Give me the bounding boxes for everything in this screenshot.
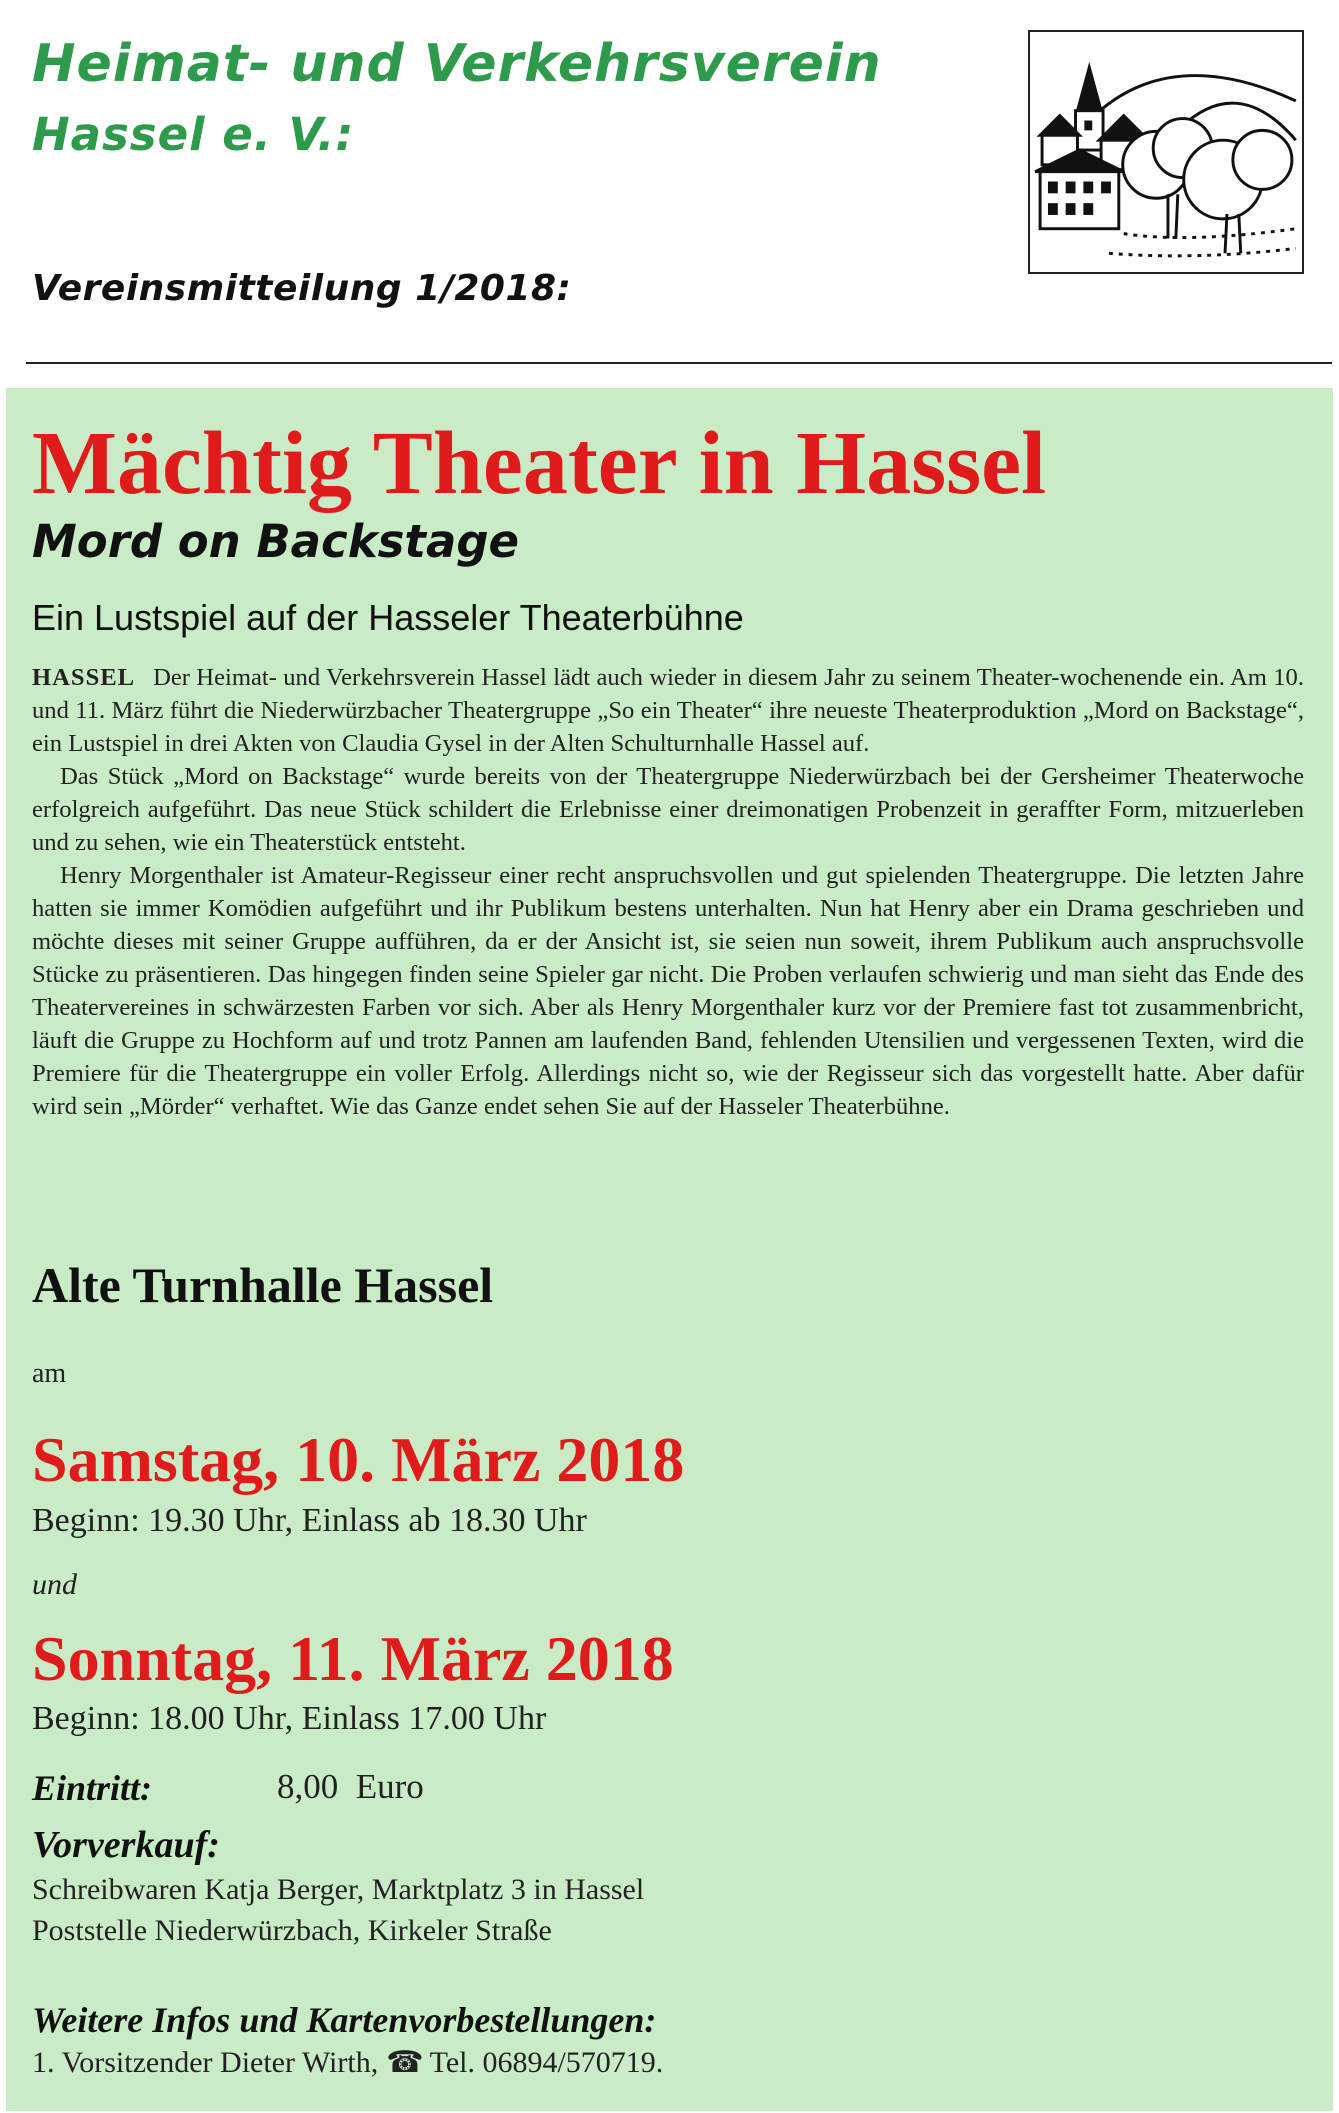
org-name-line1: Heimat- und Verkehrsverein: [32, 34, 882, 94]
header-divider: [26, 362, 1332, 364]
org-name-line2: Hassel e. V.:: [32, 108, 355, 161]
event-tagline: Ein Lustspiel auf der Hasseler Theaterbühne: [32, 597, 744, 638]
article-paragraph: Das Stück „Mord on Backstage“ wurde bereits von der Theatergruppe Niederwürzbach bei der Gersheimer Theaterwoche erfolgreich aufgeführt. Das neue Stück schildert die Erlebnisse einer dreimonatigen Probenzeit in geraffter Form, mitzuerleben und zu sehen, wie ein Theaterstück entsteht.: [32, 763, 1304, 856]
venue-heading: Alte Turnhalle Hassel: [32, 1257, 494, 1313]
presale-location: Schreibwaren Katja Berger, Marktplatz 3 in Hassel: [32, 1873, 645, 1906]
contact-name: 1. Vorsitzender Dieter Wirth,: [32, 2046, 379, 2079]
article-paragraph: [32, 661, 1304, 760]
article-text: Der Heimat- und Verkehrsverein Hassel lädt auch wieder in diesem Jahr zu seinem Theater-wochenende ein. Am 10. und 11. März führt die Niederwürzbacher Theatergruppe „So ein Theater“ ihre neueste Theaterproduktion „Mord on Backstage“, ein Lustspiel in drei Akten von Claudia Gysel in der Alten Schulturnhalle Hassel auf.: [32, 664, 1304, 757]
presale-label: Vorverkauf:: [32, 1824, 220, 1866]
phone-number: Tel. 06894/570719.: [429, 2046, 664, 2079]
telephone-icon: ☎: [386, 2046, 424, 2079]
event-title: Mächtig Theater in Hassel: [32, 414, 1047, 513]
notice-heading: Vereinsmitteilung 1/2018:: [32, 268, 572, 309]
article-paragraph: Henry Morgenthaler ist Amateur-Regisseur einer recht anspruchsvollen und gut spielenden Theatergruppe. Die letzten Jahre hatten sie immer Komödien aufgeführt und ihr Publikum bestens unterhalten. Nun hat Henry aber ein Drama geschrieben und möchte dieses mit seiner Gruppe aufführen, da er der Ansicht ist, sie seien nun soweit, ihrem Publikum auch anspruchsvolle Stücke zu präsentieren. Das hingegen finden seine Spieler gar nicht. Die Proben verlaufen schwierig und man sieht das Ende des Theatervereines in schwärzesten Farben vor sich. Aber als Henry Morgenthaler kurz vor der Premiere fast tot zusammenbricht, läuft die Gruppe zu Hochform auf und trotz Pannen am laufenden Band, fehlenden Utensilien und vergessenen Texten, wird die Premiere für die Theatergruppe ein voller Erfolg. Allerdings nicht so, wie der Regisseur sich das vorgestellt hatte. Aber dafür wird sein „Mörder“ verhaftet. Wie das Ganze endet sehen Sie auf der Hasseler Theaterbühne.: [32, 862, 1304, 1120]
time-sunday: Beginn: 18.00 Uhr, Einlass 17.00 Uhr: [32, 1700, 547, 1737]
date-saturday: Samstag, 10. März 2018: [32, 1424, 685, 1495]
event-subtitle: Mord on Backstage: [32, 515, 520, 568]
presale-location: Poststelle Niederwürzbach, Kirkeler Straße: [32, 1914, 552, 1947]
contact-line: [32, 2045, 663, 2080]
info-label: Weitere Infos und Kartenvorbestellungen:: [32, 2000, 657, 2040]
am-label: am: [32, 1358, 67, 1389]
admission-label: Eintritt:: [32, 1768, 153, 1808]
dateline: HASSEL: [32, 664, 136, 691]
admission-price: 8,00 Euro: [277, 1767, 424, 1806]
und-label: und: [32, 1568, 77, 1601]
time-saturday: Beginn: 19.30 Uhr, Einlass ab 18.30 Uhr: [32, 1502, 587, 1539]
date-sunday: Sonntag, 11. März 2018: [32, 1623, 674, 1694]
village-church-trees-logo: [1028, 30, 1304, 274]
article-body: [32, 661, 1304, 1123]
